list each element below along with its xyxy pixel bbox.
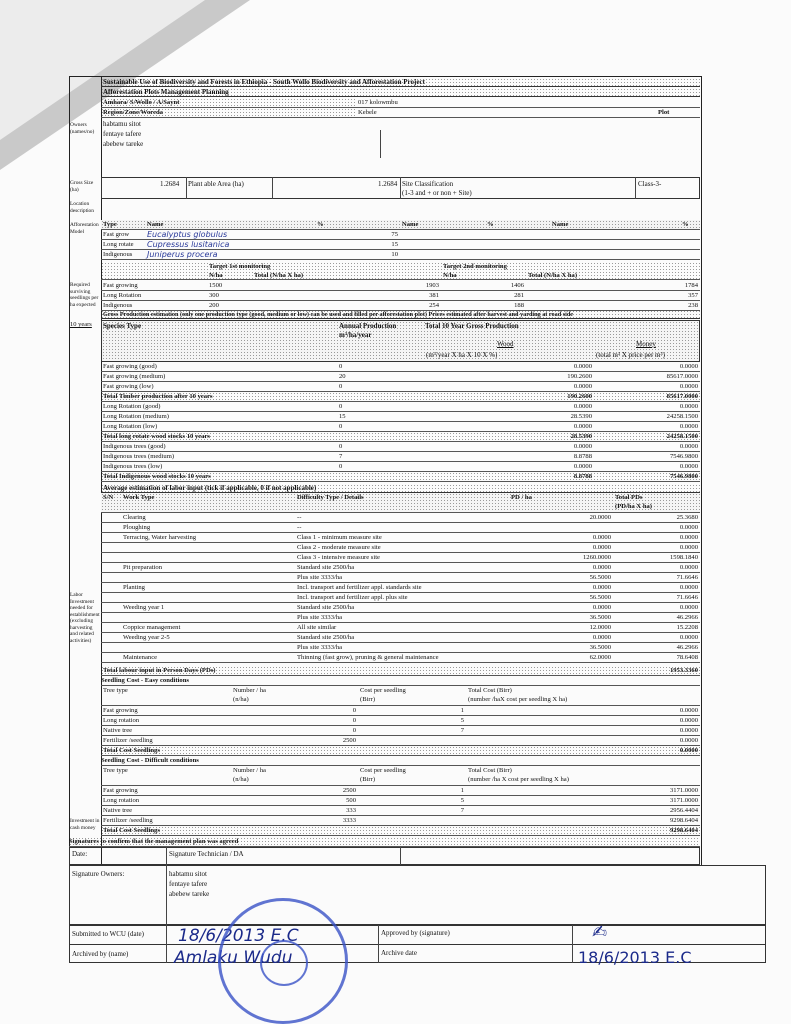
seed-t1-nha: 200 [209, 302, 219, 309]
labour-row [101, 513, 700, 523]
prod-species: Indigenous trees (medium) [103, 453, 175, 460]
seed-t2-nha: 281 [514, 292, 524, 299]
model-type: Fast grow [103, 231, 130, 238]
lab-pd: 36.5000 [589, 614, 611, 621]
diff-header: Seedling Cost - Difficult conditions [101, 756, 700, 766]
seed-row [101, 291, 700, 301]
lab-pd [509, 523, 613, 533]
seed-type: Long Rotation [103, 292, 142, 299]
model-name-2 [400, 240, 485, 250]
prod-species: Long Rotation (low) [103, 423, 158, 430]
seed-type: Fast growing [103, 282, 138, 289]
lab-pd: 1260.0000 [582, 554, 611, 561]
prod-annual: 7 [339, 453, 343, 460]
prod-wood: 28.5390 [570, 433, 592, 440]
lab-total: 0.0000 [679, 604, 698, 611]
prod-money: 85617.0000 [666, 393, 698, 400]
prod-money: 7546.9800 [669, 453, 698, 460]
seedling-number: 2500 [342, 787, 356, 794]
prod-wood: 0.0000 [573, 463, 592, 470]
prod-wood: 0.0000 [573, 423, 592, 430]
document-page: Sustainable Use of Biodiversity and Forests in Ethiopia - South Wollo Biodiversity and Afforestation Project Afforestation Plots Management Planning Amhara/ S/Wollo / A/Saynt 017 kolowmbu Region/Zone/Woreda Kebele Plot Owners (names/no) habtamu sitot fentaye tafere abebew tareke Gross Size (ha) 1.2684 Plant able Area (ha) 1.2684 Site Classification (1-3 and + or non + Site) Class-3- Location description Afforestation Model Type Name % Name % Name % Fast grow Eucalyptus globulus 75 Long rotate Cupressus lusitanica 15 Indigenous Juniperus procera 10 Required surviving seedlings per ha expected Target 1st monitoring Target 2nd monitoring N/ha Total (N/ha X ha) N/ha Total (N/ha X ha) Fast growing 1500 1903 1406 1784 Long Rotation 300 381 281 357 Indigenous 200 254 188 238 Gross Production estimation (only one production type (good, medium or low) can be used and filled per afforestation plot) Prices estimated after harvest and yarding at road side 10 years Species Type Annual Production m³/ha/year Total 10 Year Gross Production Wood (m³/year X ha X 10 X %) Money (total m³ X price per m³) Fast growing (good) 0 0.0000 0.0000 Fast growing (medium) 20 190.2600 85617.0000 Fast growing (low) 0 0.0000 0.0000 Total Timber production after 10 years 190.2600 85617.0000 Long Rotation (good) 0 0.0000 0.0000 Long Rotation (medium) 15 28.5390 24258.1500 Long Rotation (low) 0 0.0000 0.0000 Total long rotate wood stocks 10 years 28.5390 24258.1500 Indigenous trees (good) 0 0.0000 0.0000 Indigenous trees (medium) 7 8.8788 7546.9800 Indigenous trees (low) 0 0.0000 0.0000 Total Indigenous wood stocks 10 years 8.8788 7546.9800 Average estimation of labor input (tick if applicable, 0 if not applicable) S/N Work Type Difficulty Type / Details PD / ha Total PDs (PD/ha X ha) Labor Investment needed for establishment (excluding harvesting and related activities) Clearing -- 20.0000 25.3680 Ploughing -- 0.0000 Terracing, Water harvesting Class 1 - minimum measure site 0.0000 0.0000 Class 2 - moderate measure site 0.0000 0.0000 Class 3 - intensive measure site 1260.0000 1598.1840 Pit preparation Standard site 2500/ha 0.0000 0.0000 Plus site 3333/ha 56.5000 71.6646 Planting Incl. transport and fertilizer appl. standards site 0.0000 0.0000 Incl. transport and fertilizer appl. plus site 56.5000 71.6646 Weeding year 1 Standard site 2500/ha 0.0000 0.0000 Plus site 3333/ha 36.5000 46.2966 Coppice management All site similar 12.0000 15.2208 Weeding year 2-5 Standard site 2500/ha 0.0000 0.0000 Plus site 3333/ha 36.5000 46.2966 Maintenance Thinning (fast grow), pruning & general maintenance 62.0000 78.6408 Total labour input in Person Days (PDs) 1953.3360 Seedling Cost - Easy conditions Tree type Number / ha (n/ha) Cost per seedling (Birr) Total Cost (Birr) (number /haX cost per seedling X ha) Fast growing 0 1 0.0000 Long rotation 0 5 0.0000 Native tree 0 7 0.0000 Fertilizer /seedling 2500 0.0000 Total Cost Seedlings 0.0000 Seedling Cost - Difficult conditions Tree type Number / ha (n/ha) Cost per seedling (Birr) Total Cost (Birr) (number /ha X cost per seedling X ha) Fast growing 2500 1 3171.0000 Long rotation 500 5 3171.0000 Native tree 333 7 2956.4404 Fertilizer /seedling 3333 9298.6404 Investment in cash money Total Cost Seedlings 9298.6404 Signatures to confirm that the management plan was agreed Date: Signature Technician / DA Signature Owners: habtamu sitot fentaye tafere abebew tareke Submitted to WCU (date) 18/6/2013 E.C Approved by (signature) Archived by (name) Amlaku Wudu Archive date 18/6/2013 E.C ✍ [0, 0, 791, 1024]
model-pct-3 [680, 230, 700, 240]
owner-1: habtamu sitot [103, 120, 141, 128]
seedling-total-cost: 0.0000 [679, 717, 698, 724]
seed-t2-total: 357 [688, 292, 698, 299]
seed-row [101, 281, 700, 291]
prod-wood: 190.2600 [567, 393, 592, 400]
prod-species: Fast growing (good) [103, 363, 157, 370]
prod-annual: 0 [339, 403, 343, 410]
prod-wood: 0.0000 [573, 383, 592, 390]
model-pct-2 [485, 250, 550, 260]
lab-work-type [121, 553, 295, 563]
seed-t1-total: 381 [429, 292, 439, 299]
prod-species: Total Timber production after 10 years [103, 393, 213, 400]
kebele-value: 017 kolowmbu [358, 99, 398, 106]
model-name-3 [550, 230, 680, 240]
prod-money: 0.0000 [679, 423, 698, 430]
lab-total: 0.0000 [679, 564, 698, 571]
seed-type: Indigenous [103, 302, 133, 309]
sig-owner-3: abebew tareke [169, 890, 210, 898]
labour-label: Labor Investment needed for establishment (excluding harvesting and related activities) [70, 592, 100, 644]
site-class-value: Class-3- [638, 180, 662, 188]
seedling-row [101, 796, 700, 806]
labour-row [101, 643, 700, 653]
plantable-area: 1.2684 [378, 180, 398, 188]
project-title: Sustainable Use of Biodiversity and Forests in Ethiopia - South Wollo Biodiversity and Afforestation Project [101, 78, 700, 87]
prod-row [101, 382, 700, 392]
sig-owner-2: fentaye tafere [169, 880, 208, 888]
prod-wood: 0.0000 [573, 403, 592, 410]
lab-work-type: Clearing [123, 514, 146, 521]
prod-annual: 0 [339, 463, 343, 470]
model-species-name: Eucalyptus globulus [147, 230, 228, 239]
seedling-tree-type: Fast growing [103, 787, 138, 794]
lab-work-type: Coppice management [123, 624, 181, 631]
lab-pd: 0.0000 [592, 544, 611, 551]
lab-difficulty: -- [297, 514, 302, 521]
prod-money: 24258.1500 [666, 413, 698, 420]
easy-total-label: Total Cost Seedlings [103, 747, 160, 754]
seedling-cost: 1 [460, 787, 464, 794]
form-subtitle: Afforestation Plots Management Planning [101, 88, 700, 97]
prod-row [101, 452, 700, 462]
seedling-number: 3333 [342, 817, 356, 824]
labour-row [101, 553, 700, 563]
prod-row [101, 362, 700, 372]
prod-annual: 0 [339, 423, 343, 430]
model-type: Indigenous [103, 251, 133, 258]
lab-pd: 0.0000 [592, 604, 611, 611]
archive-date-label: Archive date [381, 949, 417, 957]
approval-signature-icon: ✍ [592, 922, 608, 943]
date-label: Date: [72, 850, 88, 858]
easy-header: Seedling Cost - Easy conditions [101, 676, 700, 686]
lab-pd: 56.5000 [589, 594, 611, 601]
prod-row [101, 432, 700, 442]
lab-sn [101, 643, 121, 653]
model-name-2 [400, 250, 485, 260]
kebele-label: Kebele [358, 109, 377, 116]
labour-row [101, 593, 700, 603]
lab-work-type [121, 573, 295, 583]
lab-difficulty: -- [297, 524, 302, 531]
lab-difficulty: Standard site 2500/ha [297, 634, 355, 641]
prod-money: 0.0000 [679, 443, 698, 450]
model-row [101, 230, 700, 240]
model-species-name: Juniperus procera [147, 250, 218, 259]
lab-total: 1598.1840 [669, 554, 698, 561]
left-label-column [69, 76, 102, 864]
seedling-row [101, 816, 700, 826]
prod-row [101, 392, 700, 402]
prod-money: 0.0000 [679, 383, 698, 390]
diff-total: 9298.6404 [669, 827, 698, 834]
model-row [101, 240, 700, 250]
prod-annual: 0 [339, 383, 343, 390]
seed-t2-total: 1784 [684, 282, 698, 289]
lab-difficulty: All site similar [297, 624, 337, 631]
owner-3: abebew tareke [103, 140, 144, 148]
sig-owner-1: habtamu sitot [169, 870, 207, 878]
lab-total: 71.6646 [676, 574, 698, 581]
stamp-emblem-icon [260, 940, 308, 986]
lab-difficulty: Plus site 3333/ha [297, 574, 343, 581]
lab-work-type [121, 643, 295, 653]
region-value: Amhara/ S/Wollo / A/Saynt [101, 98, 356, 108]
lab-sn [101, 623, 121, 633]
site-class-note: (1-3 and + or non + Site) [402, 189, 472, 197]
seedling-tree-type: Fertilizer /seedling [103, 817, 153, 824]
easy-col-header: Tree type Number / ha (n/ha) Cost per seedling (Birr) Total Cost (Birr) (number /haX cost per seedling X ha) [101, 686, 700, 706]
model-percent: 10 [391, 251, 398, 258]
lab-pd: 0.0000 [592, 584, 611, 591]
archived-name: Amlaku Wudu [174, 948, 293, 968]
diff-col-header: Tree type Number / ha (n/ha) Cost per seedling (Birr) Total Cost (Birr) (number /ha X cost per seedling X ha) [101, 766, 700, 786]
lab-pd: 12.0000 [589, 624, 611, 631]
model-percent: 15 [391, 241, 398, 248]
prod-annual: 0 [339, 443, 343, 450]
seed-t1-total: 1903 [425, 282, 439, 289]
prod-row [101, 412, 700, 422]
lab-work-type: Ploughing [123, 524, 151, 531]
lab-difficulty: Class 3 - intensive measure site [297, 554, 380, 561]
prod-row [101, 462, 700, 472]
seedling-total-cost: 9298.6404 [669, 817, 698, 824]
lab-sn [101, 633, 121, 643]
lab-pd: 0.0000 [592, 634, 611, 641]
prod-species: Indigenous trees (low) [103, 463, 163, 470]
labour-row [101, 563, 700, 573]
seedling-cost: 7 [460, 807, 464, 814]
seed-t2-nha: 188 [514, 302, 524, 309]
prod-species: Fast growing (low) [103, 383, 154, 390]
model-pct-3 [680, 250, 700, 260]
lab-total: 0.0000 [679, 544, 698, 551]
sig-tech-label: Signature Technician / DA [169, 850, 244, 858]
lab-work-type: Planting [123, 584, 145, 591]
labour-row [101, 623, 700, 633]
seedlings-label: Required surviving seedlings per ha expected [70, 282, 99, 308]
lab-difficulty: Class 1 - minimum measure site [297, 534, 382, 541]
seed-t1-nha: 300 [209, 292, 219, 299]
lab-work-type: Terracing, Water harvesting [123, 534, 197, 541]
archive-date: 18/6/2013 E.C [578, 948, 692, 967]
model-name-3 [550, 240, 680, 250]
lab-difficulty: Standard site 2500/ha [297, 604, 355, 611]
labour-header: Average estimation of labor input (tick if applicable, 0 if not applicable) [101, 484, 700, 493]
prod-money: 0.0000 [679, 463, 698, 470]
prod-annual [337, 392, 423, 402]
location-label: Location description [70, 201, 94, 214]
seedling-row [101, 726, 700, 736]
prod-annual: 0 [339, 363, 343, 370]
lab-sn [101, 533, 121, 543]
lab-total: 46.2966 [676, 614, 698, 621]
lab-total: 78.6408 [676, 654, 698, 661]
lab-pd: 0.0000 [592, 564, 611, 571]
submitted-date: 18/6/2013 E.C [178, 926, 299, 946]
ten-years-label: 10 years [70, 322, 92, 328]
diff-total-label: Total Cost Seedlings [103, 827, 160, 834]
approved-label: Approved by (signature) [381, 929, 450, 937]
lab-work-type [121, 613, 295, 623]
seed-t2-total: 238 [688, 302, 698, 309]
seedling-number: 333 [346, 807, 356, 814]
lab-sn [101, 543, 121, 553]
model-name-2 [400, 230, 485, 240]
seedling-cost: 5 [460, 797, 464, 804]
model-species-name: Cupressus lusitanica [147, 240, 230, 249]
prod-annual [337, 432, 423, 442]
prod-row [101, 422, 700, 432]
seedling-cost [358, 816, 466, 826]
seedling-row [101, 806, 700, 816]
seedling-total-cost: 0.0000 [679, 737, 698, 744]
seedling-number: 0 [352, 717, 356, 724]
lab-sn [101, 523, 121, 533]
labour-row [101, 653, 700, 663]
seed-t1-total: 254 [429, 302, 439, 309]
prod-wood: 8.8788 [573, 453, 592, 460]
owner-2: fentaye tafere [103, 130, 142, 138]
lab-pd: 62.0000 [589, 654, 611, 661]
prod-wood: 0.0000 [573, 443, 592, 450]
seedling-tree-type: Native tree [103, 727, 133, 734]
seedling-cost [358, 736, 466, 746]
seedling-total-cost: 0.0000 [679, 707, 698, 714]
seedling-number: 500 [346, 797, 356, 804]
lab-sn [101, 603, 121, 613]
lab-total: 25.3680 [676, 514, 698, 521]
lab-pd: 56.5000 [589, 574, 611, 581]
seedling-row [101, 786, 700, 796]
prod-species: Total long rotate wood stocks 10 years [103, 433, 210, 440]
seedling-number: 2500 [342, 737, 356, 744]
region-label: Region/Zone/Woreda [101, 108, 356, 118]
lab-sn [101, 583, 121, 593]
gross-size-label: Gross Size (ha) [70, 180, 94, 193]
labour-row [101, 583, 700, 593]
money-header: Money [636, 340, 656, 348]
plot-label: Plot [658, 109, 670, 116]
owners-label: Owners (names/no) [70, 122, 95, 135]
money-unit: (total m³ X price per m³) [596, 351, 665, 359]
model-pct-2 [485, 240, 550, 250]
prod-wood: 0.0000 [573, 363, 592, 370]
prod-money: 7546.9800 [669, 473, 698, 480]
seedling-tree-type: Long rotation [103, 717, 140, 724]
seed-t2-nha: 1406 [510, 282, 524, 289]
prod-wood: 8.8788 [573, 473, 592, 480]
aff-model-label: Afforestation Model [70, 222, 99, 235]
lab-work-type: Pit preparation [123, 564, 163, 571]
lab-pd: 20.0000 [589, 514, 611, 521]
prod-row [101, 472, 700, 482]
lab-pd: 0.0000 [592, 534, 611, 541]
lab-sn [101, 553, 121, 563]
prod-wood: 28.5390 [570, 413, 592, 420]
lab-sn [101, 593, 121, 603]
prod-annual: 15 [339, 413, 346, 420]
plantable-label: Plant able Area (ha) [188, 180, 244, 188]
seedling-row [101, 706, 700, 716]
seedling-cost: 5 [460, 717, 464, 724]
prod-wood: 190.2600 [567, 373, 592, 380]
seedling-total-cost: 3171.0000 [669, 797, 698, 804]
invest-label: Investment in cash money [70, 818, 100, 831]
prod-species: Long Rotation (medium) [103, 413, 169, 420]
archived-label: Archived by (name) [72, 950, 129, 958]
lab-difficulty: Class 2 - moderate measure site [297, 544, 381, 551]
lab-total: 0.0000 [679, 584, 698, 591]
lab-pd: 36.5000 [589, 644, 611, 651]
seedling-row [101, 736, 700, 746]
lab-total: 0.0000 [679, 534, 698, 541]
lab-work-type: Weeding year 1 [123, 604, 165, 611]
lab-difficulty: Plus site 3333/ha [297, 644, 343, 651]
seedling-cost: 7 [460, 727, 464, 734]
lab-sn [101, 573, 121, 583]
lab-sn [101, 513, 121, 523]
signatures-header: Signatures to confirm that the management plan was agreed [69, 837, 700, 847]
prod-money: 0.0000 [679, 363, 698, 370]
lab-sn [101, 613, 121, 623]
species-type-header: Species Type [103, 322, 142, 330]
gross-prod-header: Gross Production estimation (only one production type (good, medium or low) can be used and filled per afforestation plot) Prices estimated after harvest and yarding at road side [101, 310, 700, 319]
submitted-label: Submitted to WCU (date) [72, 930, 144, 938]
labour-row [101, 543, 700, 553]
prod-annual [337, 472, 423, 482]
seedling-tree-type: Fertilizer /seedling [103, 737, 153, 744]
wood-unit: (m³/year X ha X 10 X %) [426, 351, 498, 359]
prod-species: Fast growing (medium) [103, 373, 166, 380]
seedling-total-cost: 2956.4404 [669, 807, 698, 814]
seedling-total-cost: 0.0000 [679, 727, 698, 734]
lab-work-type: Maintenance [123, 654, 158, 661]
wood-header: Wood [497, 340, 514, 348]
seedling-cost: 1 [460, 707, 464, 714]
annual-prod-header: Annual Production m³/ha/year [339, 322, 397, 339]
prod-row [101, 442, 700, 452]
model-percent: 75 [391, 231, 398, 238]
lab-work-type [121, 593, 295, 603]
labour-total-label: Total labour input in Person Days (PDs) [103, 667, 216, 674]
lab-total: 71.6646 [676, 594, 698, 601]
labour-row [101, 533, 700, 543]
site-class-label: Site Classification [402, 180, 454, 188]
seed-t1-nha: 1500 [209, 282, 223, 289]
prod-money: 85617.0000 [666, 373, 698, 380]
seedling-total-cost: 3171.0000 [669, 787, 698, 794]
seedling-tree-type: Fast growing [103, 707, 138, 714]
prod-money: 24258.1500 [666, 433, 698, 440]
labour-row [101, 603, 700, 613]
lab-total: 46.2966 [676, 644, 698, 651]
gross-size: 1.2684 [160, 180, 180, 188]
seedling-tree-type: Long rotation [103, 797, 140, 804]
sig-owners-label: Signature Owners: [72, 870, 125, 878]
prod-row [101, 372, 700, 382]
lab-work-type [121, 543, 295, 553]
prod-money: 0.0000 [679, 403, 698, 410]
model-pct-2 [485, 230, 550, 240]
model-row [101, 250, 700, 260]
model-type: Long rotate [103, 241, 134, 248]
seedling-row [101, 716, 700, 726]
prod-species: Indigenous trees (good) [103, 443, 166, 450]
labour-row [101, 573, 700, 583]
lab-total: 0.0000 [679, 524, 698, 531]
lab-difficulty: Incl. transport and fertilizer appl. standards site [297, 584, 422, 591]
lab-difficulty: Incl. transport and fertilizer appl. plus site [297, 594, 408, 601]
lab-sn [101, 653, 121, 663]
total-10yr-header: Total 10 Year Gross Production [425, 322, 519, 330]
lab-total: 15.2208 [676, 624, 698, 631]
labour-row [101, 523, 700, 533]
lab-work-type: Weeding year 2-5 [123, 634, 170, 641]
prod-species: Total Indigenous wood stocks 10 years [103, 473, 211, 480]
labour-row [101, 633, 700, 643]
lab-difficulty: Plus site 3333/ha [297, 614, 343, 621]
model-name-3 [550, 250, 680, 260]
lab-difficulty: Standard site 2500/ha [297, 564, 355, 571]
easy-total: 0.0000 [679, 747, 698, 754]
labour-total: 1953.3360 [669, 667, 698, 674]
seedling-number: 0 [352, 707, 356, 714]
prod-row [101, 402, 700, 412]
labour-row [101, 613, 700, 623]
seedling-tree-type: Native tree [103, 807, 133, 814]
prod-annual: 20 [339, 373, 346, 380]
seedling-number: 0 [352, 727, 356, 734]
lab-total: 0.0000 [679, 634, 698, 641]
lab-sn [101, 563, 121, 573]
prod-species: Long Rotation (good) [103, 403, 161, 410]
model-pct-3 [680, 240, 700, 250]
lab-difficulty: Thinning (fast grow), pruning & general maintenance [297, 654, 439, 661]
